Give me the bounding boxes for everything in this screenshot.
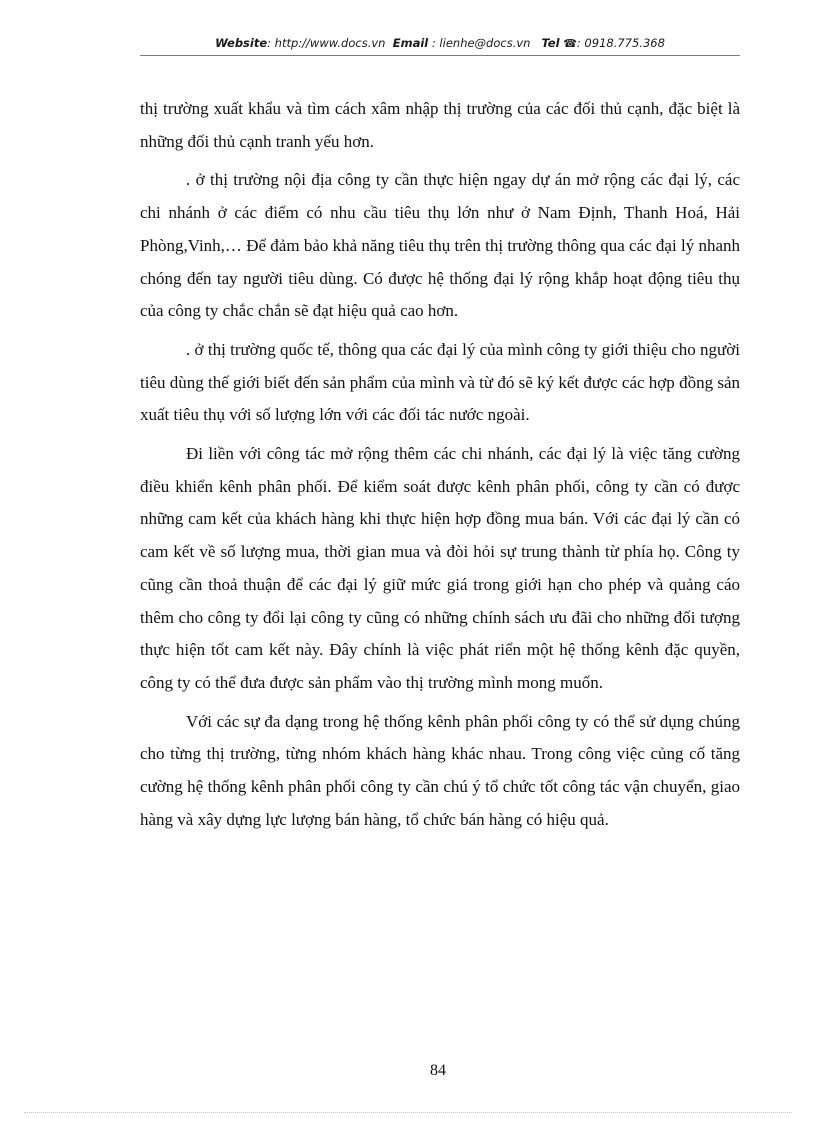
paragraph-continuation: thị trường xuất khẩu và tìm cách xâm nhập thị trường của các đối thủ cạnh, đặc biệt là những đối thủ cạnh tranh yếu hơn. bbox=[140, 99, 740, 151]
website-label: Website bbox=[215, 36, 268, 50]
phone-icon: ☎ bbox=[563, 37, 577, 50]
paragraph-channel-control: Đi liền với công tác mở rộng thêm các chi nhánh, các đại lý là việc tăng cường điều khiển kênh phân phối. Để kiểm soát được kênh phân phối, công ty cần có được những cam kết của khách hàng khi thực hiện hợp đồng mua bán. Với các đại lý cần có cam kết về số lượng mua, thời gian mua và đòi hỏi sự trung thành từ phía họ. Công ty cũng cần thoả thuận để các đại lý giữ mức giá trong giới hạn cho phép và quảng cáo thêm cho công ty đổi lại công ty cũng có những chính sách ưu đãi cho những đối tượng thực hiện tốt cam kết này. Đây chính là việc phát riển một hệ thống kênh đặc quyền, công ty có thể đưa được sản phẩm vào thị trường mình mong muốn. bbox=[140, 444, 740, 692]
paragraph-channel-diversity: Với các sự đa dạng trong hệ thống kênh phân phối công ty có thể sử dụng chúng cho từng thị trường, từng nhóm khách hàng khác nhau. Trong công việc củng cố tăng cường hệ thống kênh phân phối công ty cần chú ý tổ chức tốt công tác vận chuyển, giao hàng và xây dựng lực lượng bán hàng, tổ chức bán hàng có hiệu quả. bbox=[140, 711, 740, 829]
page-header bbox=[140, 36, 740, 50]
paragraph-international-market: . ở thị trường quốc tế, thông qua các đại lý của mình công ty giới thiệu cho người tiêu dùng thế giới biết đến sản phẩm của mình và từ đó sẽ ký kết được các hợp đồng sản xuất tiêu thụ với số lượng lớn với các đối tác nước ngoài. bbox=[140, 339, 740, 425]
email-label: Email bbox=[392, 36, 429, 50]
tel-value: : 0918.775.368 bbox=[576, 36, 665, 50]
email-value: : lienhe@docs.vn bbox=[431, 36, 531, 50]
page-number: 84 bbox=[430, 1062, 446, 1079]
document-body bbox=[140, 93, 740, 842]
page-bottom-border bbox=[24, 1112, 792, 1113]
website-value: : http://www.docs.vn bbox=[267, 36, 386, 50]
paragraph-domestic-market: . ở thị trường nội địa công ty cần thực hiện ngay dự án mở rộng các đại lý, các chi nhánh ở các điểm có nhu cầu tiêu thụ lớn như ở Nam Định, Thanh Hoá, Hải Phòng,Vinh,… Để đảm bảo khả năng tiêu thụ trên thị trường thông qua các đại lý nhanh chóng đến tay người tiêu dùng. Có được hệ thống đại lý rộng khắp hoạt động tiêu thụ của công ty chắc chắn sẽ đạt hiệu quả cao hơn. bbox=[140, 170, 740, 321]
header-divider bbox=[140, 55, 740, 56]
tel-label: Tel bbox=[541, 36, 560, 50]
